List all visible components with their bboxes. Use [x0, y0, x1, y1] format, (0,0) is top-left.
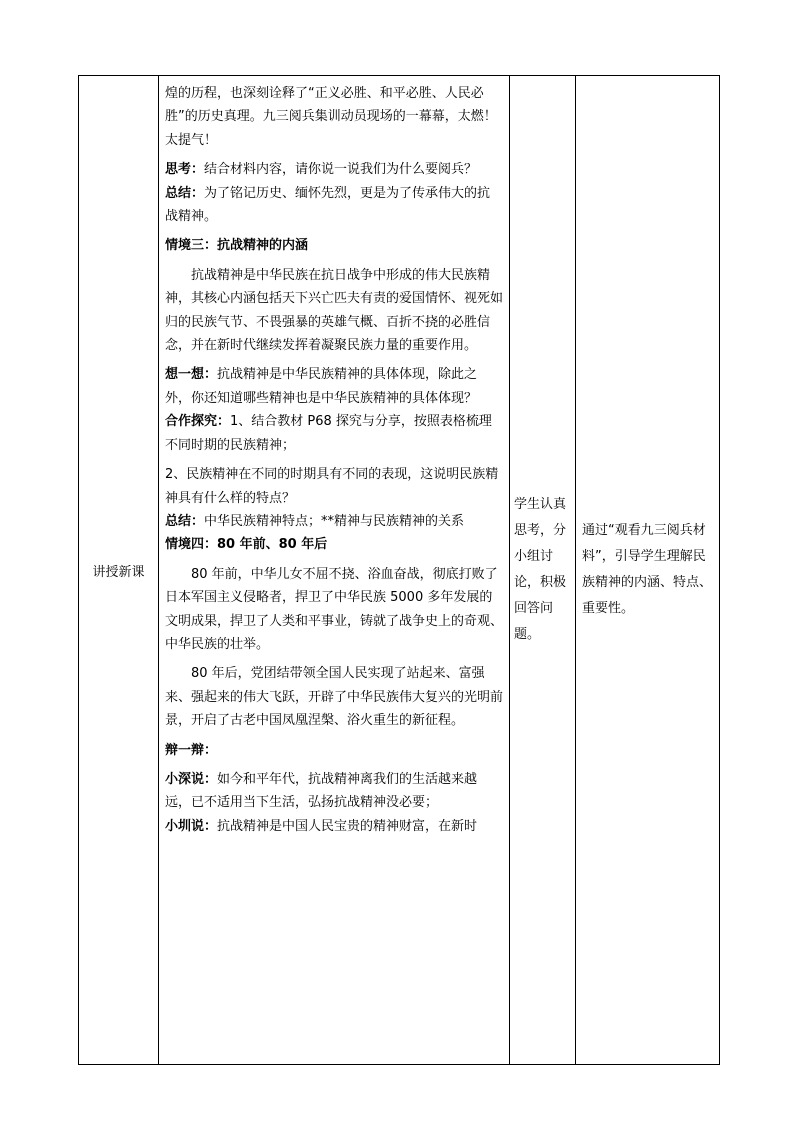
- summary-1: [165, 182, 503, 229]
- debate-2-label: 小圳说：: [165, 818, 218, 834]
- summary-2: [165, 510, 503, 533]
- coop-label: 合作探究：: [165, 414, 231, 430]
- think-question: [165, 158, 503, 181]
- design-intent-cell: [576, 76, 720, 1065]
- scene-4-p1: 80 年前，中华儿女不屈不挠、浴血奋战，彻底打败了日本军国主义侵略者，捍卫了中华民族 5000 多年发展的文明成果，捍卫了人类和平事业，铸就了战争史上的奇观、中华民族的壮举。: [165, 566, 504, 652]
- student-activity-cell: [510, 76, 576, 1065]
- think-label: 思考：: [165, 162, 205, 178]
- think-2: [165, 363, 503, 410]
- coop-text: 1、结合教材 P68 探究与分享，按照表格梳理不同时期的民族精神；: [165, 414, 492, 453]
- main-content: [159, 76, 509, 838]
- intro-paragraph: 煌的历程，也深刻诠释了“正义必胜、和平必胜、人民必胜”的历史真理。九三阅兵集训动员现场的一幕幕，太燃！太提气！: [165, 86, 497, 148]
- debate-title: 辩一辩：: [165, 742, 218, 758]
- summary-1-label: 总结：: [165, 185, 205, 201]
- debate-1-label: 小深说：: [165, 771, 218, 787]
- scene-4-title: 情境四：80 年前、80 年后: [165, 537, 328, 553]
- student-activity: 学生认真思考，分小组讨论，积极回答问题。: [514, 497, 567, 642]
- table-row: [79, 76, 720, 1065]
- scene-3-text: 抗战精神是中华民族在抗日战争中形成的伟大民族精神，其核心内涵包括天下兴亡匹夫有责的爱国情怀、视死如归的民族气节、不畏强暴的英雄气概、百折不挠的必胜信念，并在新时代继续发挥着凝聚民族力量的重要作用。: [165, 267, 504, 354]
- coop-explore: [165, 410, 503, 457]
- think-text: 结合材料内容，请你说一说我们为什么要阅兵？: [204, 162, 478, 178]
- scene-4-p2: 80 年后，党团结带领全国人民实现了站起来、富强来、强起来的伟大飞跃，开辟了中华民族伟大复兴的光明前景，开启了古老中国凤凰涅槃、浴火重生的新征程。: [165, 666, 504, 729]
- lesson-table: [78, 75, 720, 1065]
- debate-2: [165, 815, 503, 838]
- coop-text-2: 2、民族精神在不同的时期具有不同的表现，这说明民族精神具有什么样的特点？: [165, 467, 499, 506]
- main-content-cell: [159, 76, 510, 1065]
- debate-1-text: 如今和平年代，抗战精神离我们的生活越来越远，已不适用当下生活，弘扬抗战精神没必要；: [165, 771, 478, 811]
- summary-2-label: 总结：: [165, 513, 205, 529]
- row-label: 讲授新课: [92, 564, 145, 580]
- think-2-text: 抗战精神是中华民族精神的具体体现，除此之外，你还知道哪些精神也是中华民族精神的具体体现？: [165, 367, 478, 406]
- summary-2-text: 中华民族精神特点；**精神与民族精神的关系: [204, 513, 465, 529]
- design-intent: 通过“观看九三阅兵材料”，引导学生理解民族精神的内涵、特点、重要性。: [582, 523, 713, 616]
- row-label-cell: [79, 76, 159, 1065]
- summary-1-text: 为了铭记历史、缅怀先烈，更是为了传承伟大的抗战精神。: [165, 185, 491, 225]
- scene-3-title: 情境三：抗战精神的内涵: [165, 238, 309, 254]
- debate-1: [165, 768, 503, 815]
- think-2-label: 想一想：: [165, 367, 218, 383]
- debate-2-text: 抗战精神是中国人民宝贵的精神财富，在新时: [217, 818, 478, 834]
